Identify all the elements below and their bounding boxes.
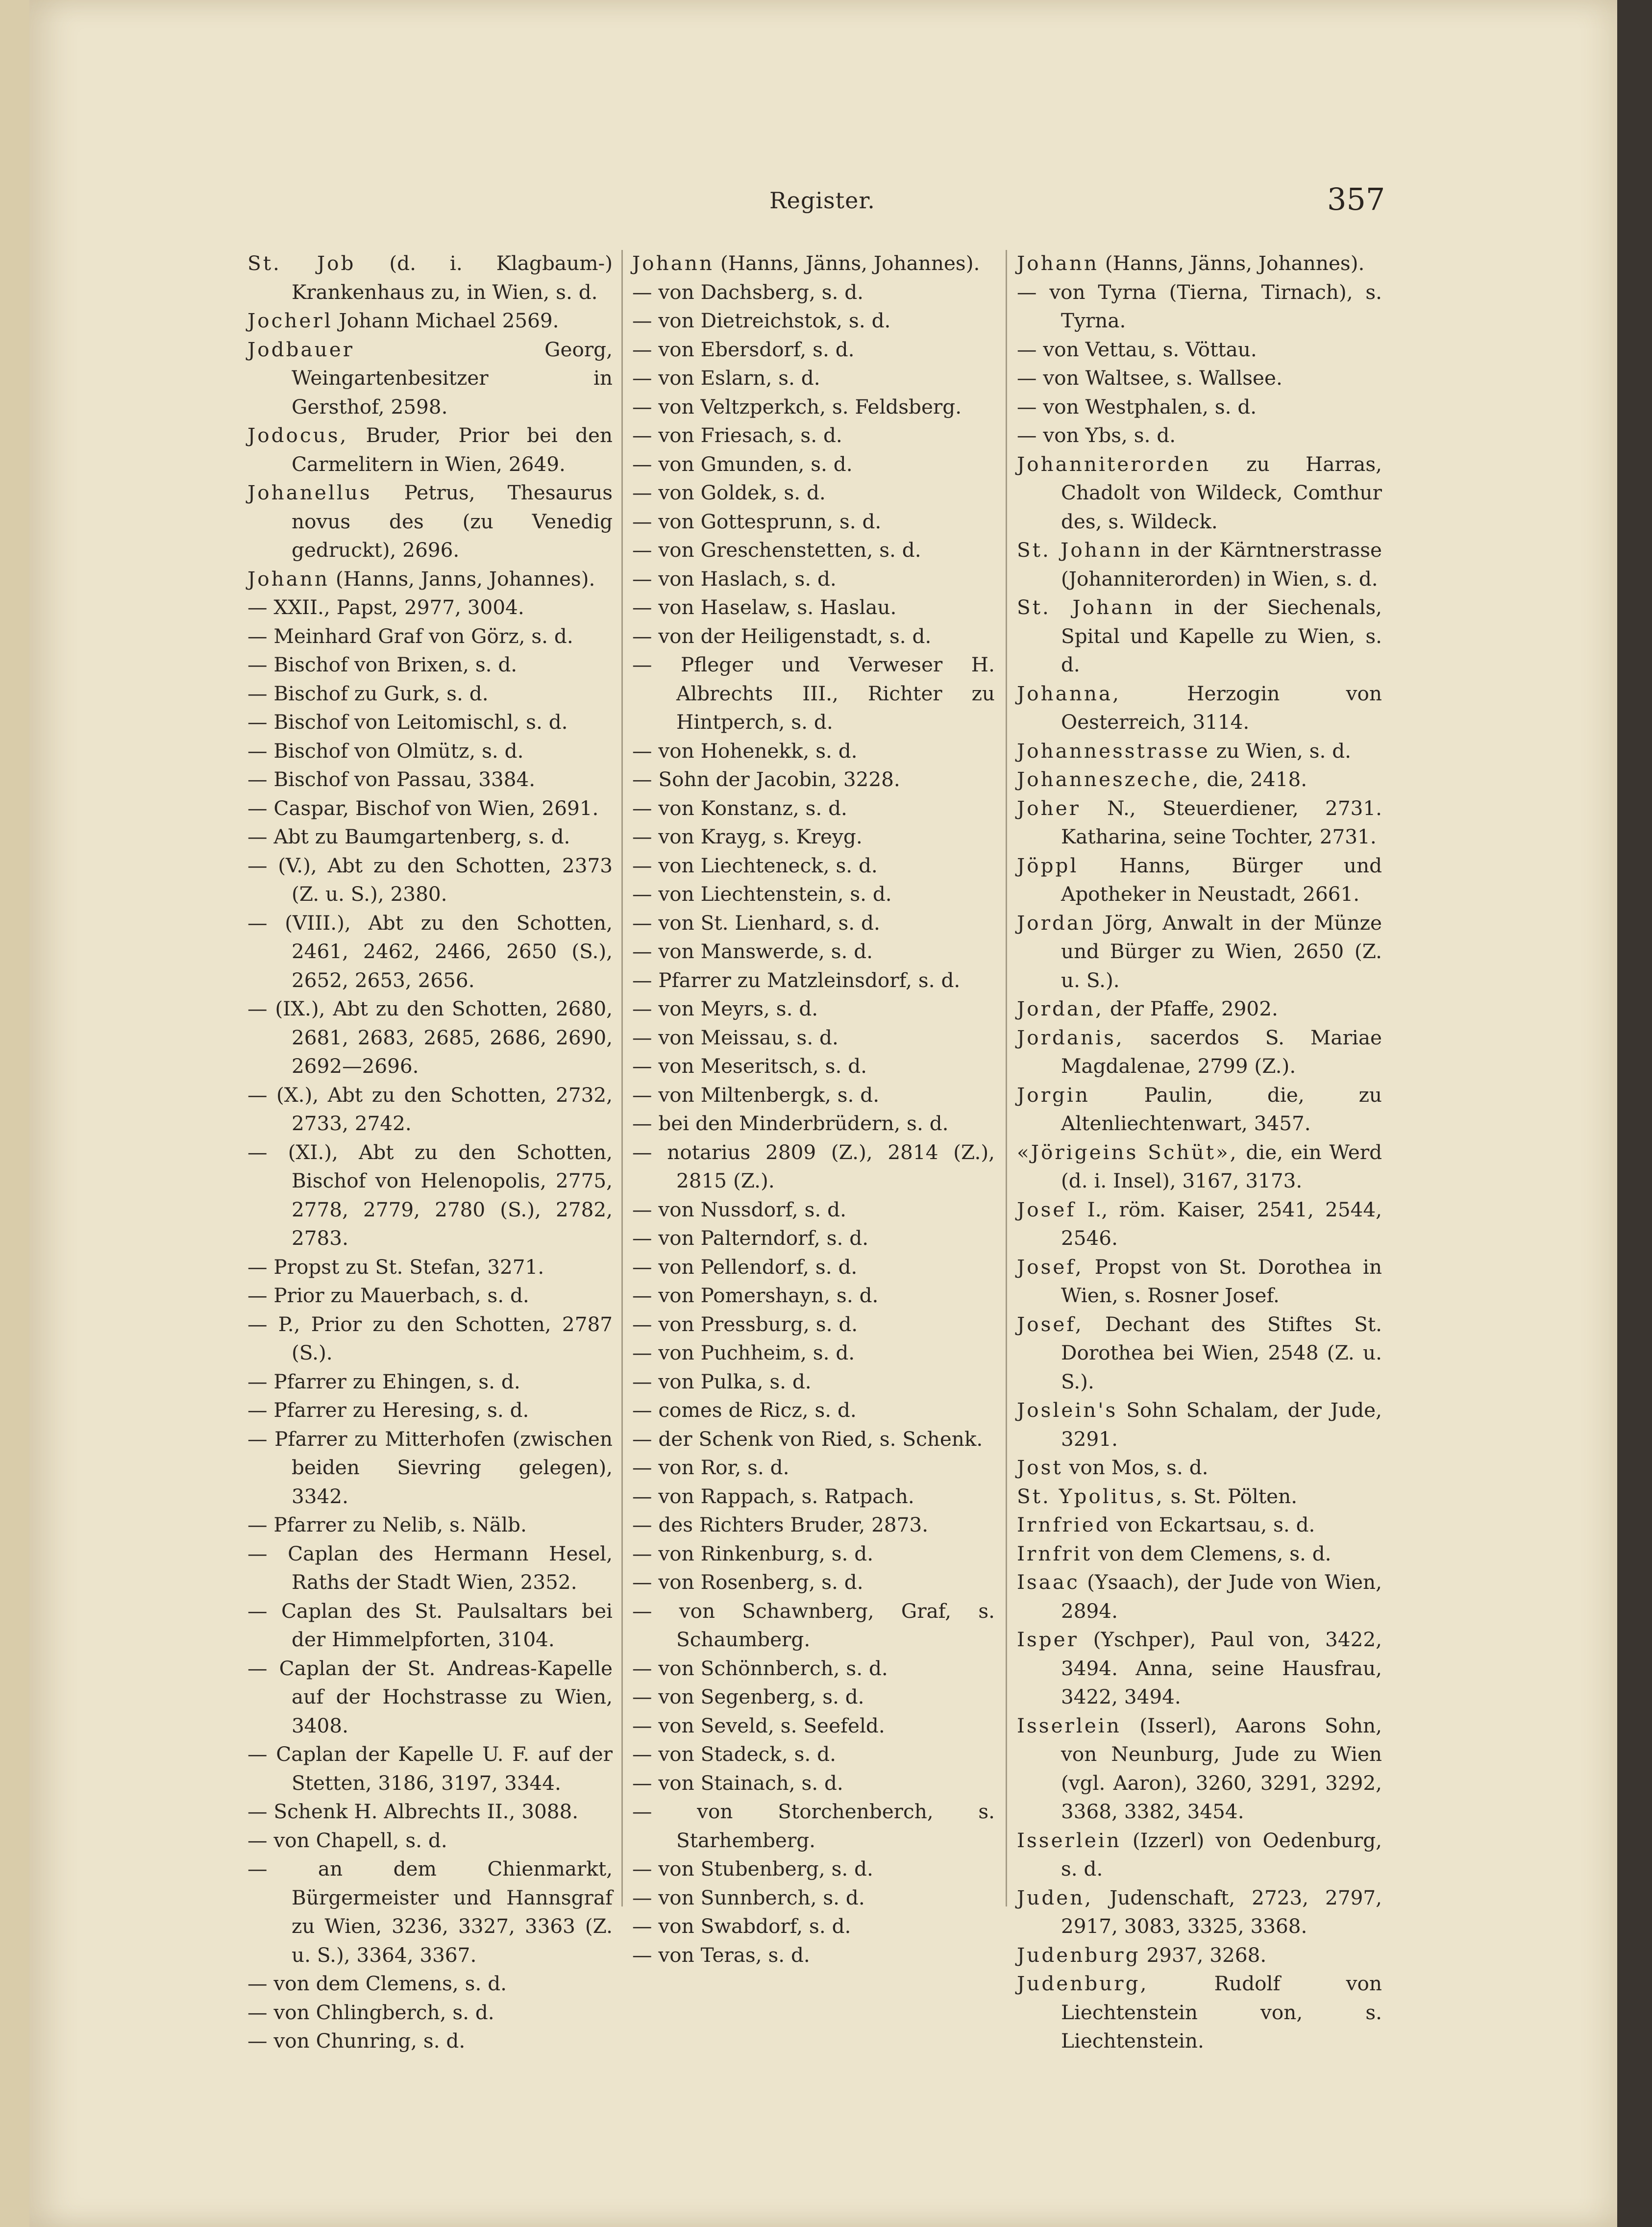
index-entry xyxy=(1017,421,1382,450)
entry-headword: St. Ypolitus, xyxy=(1017,1484,1164,1508)
entry-text: — Caplan der Kapelle U. F. auf der Stetten, 3186, 3197, 3344. xyxy=(247,1742,613,1795)
entry-headword: Irnfried xyxy=(1017,1513,1110,1536)
index-entry xyxy=(632,421,995,450)
index-entry xyxy=(247,650,613,679)
entry-headword: Joslein's xyxy=(1017,1398,1118,1422)
index-entry xyxy=(1017,994,1382,1023)
entry-text: — Bischof von Leitomischl, s. d. xyxy=(247,710,568,734)
index-entry xyxy=(1017,909,1382,995)
entry-text: — von Eslarn, s. d. xyxy=(632,366,820,390)
index-entry xyxy=(1017,364,1382,393)
index-entry xyxy=(1017,1138,1382,1195)
entry-text: Judenschaft, 2723, 2797, 2917, 3083, 3325, 3368. xyxy=(1061,1885,1382,1938)
entry-text: Johann Michael 2569. xyxy=(332,309,559,332)
entry-text: (Ysaach), der Jude von Wien, 2894. xyxy=(1061,1570,1382,1623)
entry-headword: Josef, xyxy=(1017,1255,1084,1279)
index-entry xyxy=(1017,1396,1382,1453)
entry-text: — Caplan der St. Andreas-Kapelle auf der Hochstrasse zu Wien, 3408. xyxy=(247,1656,613,1737)
entry-text: von Eckartsau, s. d. xyxy=(1110,1513,1315,1536)
index-entry xyxy=(632,507,995,536)
index-entry xyxy=(1017,593,1382,679)
entry-text: — Bischof von Brixen, s. d. xyxy=(247,653,518,676)
index-entry xyxy=(1017,1253,1382,1310)
index-entry xyxy=(1017,1482,1382,1511)
entry-headword: Jordan, xyxy=(1017,997,1104,1020)
entry-headword: Johanneszeche, xyxy=(1017,767,1201,791)
entry-text: Petrus, Thesaurus novus des (zu Venedig gedruckt), 2696. xyxy=(292,481,613,562)
entry-headword: Johanniterorden xyxy=(1017,452,1211,476)
entry-text: — Pfarrer zu Matzleinsdorf, s. d. xyxy=(632,968,961,992)
index-entry xyxy=(632,1855,995,1883)
index-entry xyxy=(632,1883,995,1912)
index-entry xyxy=(247,249,613,306)
entry-text: Georg, Weingartenbesitzer in Gersthof, 2598. xyxy=(292,337,613,419)
entry-text: — von Meissau, s. d. xyxy=(632,1025,838,1049)
index-entry xyxy=(1017,1023,1382,1081)
index-entry xyxy=(247,822,613,851)
entry-text: — (IX.), Abt zu den Schotten, 2680, 2681, 2683, 2685, 2686, 2690, 2692—2696. xyxy=(247,997,613,1078)
index-entry xyxy=(1017,536,1382,593)
entry-text: — von Pulka, s. d. xyxy=(632,1369,812,1393)
entry-text: — comes de Ricz, s. d. xyxy=(632,1398,857,1422)
entry-headword: Johann xyxy=(1017,251,1099,275)
index-entry xyxy=(632,994,995,1023)
index-entry xyxy=(632,593,995,622)
index-column-1 xyxy=(247,249,613,2055)
index-entry xyxy=(1017,1826,1382,1883)
index-entry xyxy=(1017,1941,1382,1970)
entry-headword: Jocherl xyxy=(247,309,333,332)
entry-text: (Hanns, Jänns, Johannes). xyxy=(1099,251,1365,275)
entry-headword: Johanellus xyxy=(247,481,372,504)
entry-text: die, 2418. xyxy=(1200,767,1307,791)
entry-headword: Jordanis, xyxy=(1017,1025,1124,1049)
entry-text: — von Greschenstetten, s. d. xyxy=(632,538,921,562)
index-entry xyxy=(247,1797,613,1826)
entry-text: von dem Clemens, s. d. xyxy=(1092,1541,1331,1565)
index-entry xyxy=(247,994,613,1081)
index-entry xyxy=(247,909,613,995)
index-entry xyxy=(247,708,613,737)
entry-headword: Isper xyxy=(1017,1628,1079,1651)
index-entry xyxy=(632,1195,995,1224)
entry-text: — Sohn der Jacobin, 3228. xyxy=(632,767,900,791)
index-entry xyxy=(632,1338,995,1367)
index-entry xyxy=(632,1597,995,1654)
index-entry xyxy=(632,1367,995,1396)
column-divider xyxy=(621,250,623,1906)
index-entry xyxy=(1017,450,1382,536)
entry-text: (Isserl), Aarons Sohn, von Neunburg, Jude zu Wien (vgl. Aaron), 3260, 3291, 3292, 3368, 3382, 3454. xyxy=(1061,1713,1382,1823)
entry-text: — von Ebersdorf, s. d. xyxy=(632,337,855,361)
index-entry xyxy=(632,1740,995,1769)
page-header xyxy=(0,181,1652,231)
entry-text: — Caplan des Hermann Hesel, Raths der Stadt Wien, 2352. xyxy=(247,1541,613,1594)
index-entry xyxy=(632,1683,995,1711)
entry-text: — von Stainach, s. d. xyxy=(632,1771,843,1795)
entry-text: die, ein Werd (d. i. Insel), 3167, 3173. xyxy=(1061,1140,1382,1192)
index-entry xyxy=(632,1081,995,1110)
index-entry xyxy=(247,765,613,794)
entry-text: — von Stadeck, s. d. xyxy=(632,1742,836,1766)
entry-text: — von Konstanz, s. d. xyxy=(632,796,847,820)
index-entry xyxy=(632,1510,995,1539)
entry-text: — von Chlingberch, s. d. xyxy=(247,2000,494,2024)
index-entry xyxy=(1017,1310,1382,1396)
entry-text: — Pfarrer zu Nelib, s. Nälb. xyxy=(247,1513,527,1536)
index-entry xyxy=(632,765,995,794)
index-entry xyxy=(1017,1510,1382,1539)
entry-text: zu Wien, s. d. xyxy=(1209,739,1352,763)
index-entry xyxy=(1017,1883,1382,1941)
entry-text: — von Schawnberg, Graf, s. Schaumberg. xyxy=(632,1599,995,1651)
entry-text: I., röm. Kaiser, 2541, 2544, 2546. xyxy=(1061,1197,1382,1250)
index-entry xyxy=(632,306,995,335)
index-entry xyxy=(1017,1539,1382,1568)
entry-text: s. St. Pölten. xyxy=(1164,1484,1298,1508)
entry-text: — von Ror, s. d. xyxy=(632,1456,789,1479)
index-entry xyxy=(247,1855,613,1969)
entry-text: — von Ybs, s. d. xyxy=(1017,423,1176,447)
entry-text: — von Tyrna (Tierna, Tirnach), s. Tyrna. xyxy=(1017,280,1382,332)
entry-text: der Pfaffe, 2902. xyxy=(1104,997,1278,1020)
index-entry xyxy=(247,1310,613,1367)
index-entry xyxy=(632,1138,995,1195)
entry-text: in der Siechenals, Spital und Kapelle zu Wien, s. d. xyxy=(1061,595,1382,676)
entry-text: — von Rappach, s. Ratpach. xyxy=(632,1484,914,1508)
entry-text: — von Liechteneck, s. d. xyxy=(632,853,878,877)
entry-text: — von Seveld, s. Seefeld. xyxy=(632,1713,885,1737)
entry-headword: Jöppl xyxy=(1017,853,1079,877)
entry-text: — von Palterndorf, s. d. xyxy=(632,1226,869,1250)
index-entry xyxy=(632,880,995,909)
index-entry xyxy=(247,1826,613,1855)
index-entry xyxy=(632,565,995,594)
index-entry xyxy=(632,650,995,737)
index-entry xyxy=(632,909,995,938)
entry-text: — von Manswerde, s. d. xyxy=(632,940,873,963)
entry-headword: St. Job xyxy=(247,251,356,275)
entry-text: — von Goldek, s. d. xyxy=(632,481,826,504)
entry-text: — Pfarrer zu Ehingen, s. d. xyxy=(247,1369,520,1393)
index-entry xyxy=(1017,1081,1382,1138)
index-entry xyxy=(1017,794,1382,851)
entry-text: (Hanns, Jänns, Johannes). xyxy=(714,251,980,275)
entry-text: — von Storchenberch, s. Starhemberg. xyxy=(632,1800,995,1852)
entry-text: — von St. Lienhard, s. d. xyxy=(632,911,880,935)
entry-text: — Pfarrer zu Mitterhofen (zwischen beiden Sievring gelegen), 3342. xyxy=(247,1427,613,1508)
entry-text: in der Kärntnerstrasse (Johanniterorden) in Wien, s. d. xyxy=(1061,538,1382,591)
index-entry xyxy=(632,1539,995,1568)
index-entry xyxy=(632,335,995,364)
index-entry xyxy=(1017,335,1382,364)
entry-headword: Josef, xyxy=(1017,1312,1084,1336)
entry-text: — bei den Minderbrüdern, s. d. xyxy=(632,1112,949,1135)
index-column-3 xyxy=(1017,249,1382,2055)
index-entry xyxy=(632,1711,995,1740)
entry-text: zu Harras, Chadolt von Wildeck, Comthur des, s. Wildeck. xyxy=(1061,452,1382,533)
running-head: Register. xyxy=(769,187,875,214)
entry-text: — Bischof von Olmütz, s. d. xyxy=(247,739,524,763)
entry-text: — von Dachsberg, s. d. xyxy=(632,280,864,304)
entry-text: Jörg, Anwalt in der Münze und Bürger zu Wien, 2650 (Z. u. S.). xyxy=(1061,911,1382,992)
index-column-2 xyxy=(632,249,995,1969)
index-entry xyxy=(632,1023,995,1052)
entry-text: — von Pellendorf, s. d. xyxy=(632,1255,858,1279)
entry-text: — Pfleger und Verweser H. Albrechts III., Richter zu Hintperch, s. d. xyxy=(632,653,995,734)
entry-text: — von Meyrs, s. d. xyxy=(632,997,818,1020)
index-entry xyxy=(632,1109,995,1138)
entry-text: 2937, 3268. xyxy=(1140,1943,1267,1967)
index-entry xyxy=(1017,1568,1382,1625)
entry-text: — von Westphalen, s. d. xyxy=(1017,395,1257,419)
page-number: 357 xyxy=(1327,181,1385,217)
index-entry xyxy=(632,737,995,766)
index-entry xyxy=(632,1568,995,1597)
entry-text: — von Sunnberch, s. d. xyxy=(632,1885,865,1909)
entry-text: — von Haselaw, s. Haslau. xyxy=(632,595,897,619)
entry-headword: Juden, xyxy=(1017,1885,1093,1909)
entry-headword: St. Johann xyxy=(1017,538,1143,562)
entry-text: — von Haslach, s. d. xyxy=(632,567,837,591)
entry-text: Dechant des Stiftes St. Dorothea bei Wien, 2548 (Z. u. S.). xyxy=(1061,1312,1382,1393)
entry-text: — Schenk H. Albrechts II., 3088. xyxy=(247,1800,579,1823)
page-edge-left xyxy=(0,0,29,2227)
index-entry xyxy=(632,1052,995,1081)
entry-text: — von Gottesprunn, s. d. xyxy=(632,509,882,533)
index-entry xyxy=(247,478,613,565)
entry-text: N., Steuerdiener, 2731. Katharina, seine Tochter, 2731. xyxy=(1061,796,1382,848)
index-entry xyxy=(632,1224,995,1253)
page-edge-right xyxy=(1617,0,1652,2227)
entry-text: — Caspar, Bischof von Wien, 2691. xyxy=(247,796,599,820)
index-entry xyxy=(247,1281,613,1310)
entry-headword: Johanna, xyxy=(1017,681,1121,705)
entry-text: — von Meseritsch, s. d. xyxy=(632,1054,867,1078)
entry-headword: Johann xyxy=(632,251,715,275)
index-entry xyxy=(247,1396,613,1425)
entry-text: (Hanns, Janns, Johannes). xyxy=(329,567,595,591)
entry-text: — Caplan des St. Paulsaltars bei der Himmelpforten, 3104. xyxy=(247,1599,613,1651)
index-entry xyxy=(1017,851,1382,909)
entry-headword: Judenburg xyxy=(1017,1943,1140,1967)
index-entry xyxy=(632,1253,995,1282)
entry-headword: Isserlein xyxy=(1017,1828,1121,1852)
entry-text: — (XI.), Abt zu den Schotten, Bischof von Helenopolis, 2775, 2778, 2779, 2780 (S.), 2782, 2783. xyxy=(247,1140,613,1250)
index-entry xyxy=(632,794,995,823)
index-entry xyxy=(632,1654,995,1683)
index-entry xyxy=(632,536,995,565)
entry-headword: «Jörigeins Schüt», xyxy=(1017,1140,1238,1164)
entry-text: Sohn Schalam, der Jude, 3291. xyxy=(1061,1398,1382,1451)
entry-text: — von Chunring, s. d. xyxy=(247,2029,466,2053)
index-entry xyxy=(632,1453,995,1482)
entry-headword: Johann xyxy=(247,567,330,591)
entry-text: von Mos, s. d. xyxy=(1062,1456,1208,1479)
index-entry xyxy=(247,1969,613,1998)
index-entry xyxy=(247,1654,613,1740)
index-entry xyxy=(1017,1711,1382,1826)
entry-text: — von dem Clemens, s. d. xyxy=(247,1972,507,1995)
entry-text: — von Waltsee, s. Wallsee. xyxy=(1017,366,1282,390)
index-entry xyxy=(247,1081,613,1138)
entry-text: — XXII., Papst, 2977, 3004. xyxy=(247,595,524,619)
index-entry xyxy=(632,1797,995,1855)
index-entry xyxy=(1017,393,1382,421)
index-entry xyxy=(632,249,995,278)
entry-text: Propst von St. Dorothea in Wien, s. Rosner Josef. xyxy=(1061,1255,1382,1307)
index-entry xyxy=(632,1769,995,1798)
index-entry xyxy=(632,966,995,995)
index-entry xyxy=(1017,1195,1382,1253)
entry-text: (d. i. Klagbaum-) Krankenhaus zu, in Wien, s. d. xyxy=(292,251,613,304)
index-entry xyxy=(632,1396,995,1425)
entry-text: — von Krayg, s. Kreyg. xyxy=(632,825,863,848)
index-entry xyxy=(1017,1969,1382,2055)
index-entry xyxy=(247,737,613,766)
entry-headword: Joher xyxy=(1017,796,1081,820)
index-entry xyxy=(247,851,613,909)
entry-headword: Josef xyxy=(1017,1197,1076,1221)
entry-headword: Isserlein xyxy=(1017,1713,1121,1737)
entry-text: — von Pomershayn, s. d. xyxy=(632,1284,879,1307)
entry-text: Herzogin von Oesterreich, 3114. xyxy=(1061,681,1382,734)
entry-text: sacerdos S. Mariae Magdalenae, 2799 (Z.). xyxy=(1061,1025,1382,1078)
entry-text: — von Rinkenburg, s. d. xyxy=(632,1541,874,1565)
entry-text: — von Liechtenstein, s. d. xyxy=(632,882,892,906)
column-divider xyxy=(1006,250,1007,1906)
entry-text: — Abt zu Baumgartenberg, s. d. xyxy=(247,825,570,848)
index-entry xyxy=(632,393,995,421)
index-entry xyxy=(632,478,995,507)
index-entry xyxy=(632,1310,995,1339)
entry-text: — (X.), Abt zu den Schotten, 2732, 2733, 2742. xyxy=(247,1083,613,1135)
index-entry xyxy=(247,1253,613,1282)
index-entry xyxy=(247,306,613,335)
entry-text: — von Gmunden, s. d. xyxy=(632,452,853,476)
entry-headword: Irnfrit xyxy=(1017,1541,1092,1565)
entry-text: — von Stubenberg, s. d. xyxy=(632,1857,873,1881)
entry-text: — von Miltenbergk, s. d. xyxy=(632,1083,880,1107)
index-entry xyxy=(1017,249,1382,278)
index-entry xyxy=(247,1367,613,1396)
entry-text: — (V.), Abt zu den Schotten, 2373 (Z. u. S.), 2380. xyxy=(247,853,613,906)
entry-text: — von Pressburg, s. d. xyxy=(632,1312,858,1336)
entry-headword: Jodocus, xyxy=(247,423,348,447)
index-entry xyxy=(247,1425,613,1511)
index-entry xyxy=(1017,1453,1382,1482)
index-entry xyxy=(247,2027,613,2055)
entry-text: (Yschper), Paul von, 3422, 3494. Anna, seine Hausfrau, 3422, 3494. xyxy=(1061,1628,1382,1708)
entry-text: — von Rosenberg, s. d. xyxy=(632,1570,863,1594)
entry-text: Hanns, Bürger und Apotheker in Neustadt, 2661. xyxy=(1061,853,1382,906)
entry-text: — Meinhard Graf von Görz, s. d. xyxy=(247,624,573,648)
index-entry xyxy=(632,1941,995,1970)
index-entry xyxy=(247,593,613,622)
index-entry xyxy=(632,1281,995,1310)
index-entry xyxy=(1017,737,1382,766)
index-entry xyxy=(1017,679,1382,737)
index-entry xyxy=(1017,765,1382,794)
entry-text: — von Vettau, s. Vöttau. xyxy=(1017,337,1257,361)
index-entry xyxy=(632,622,995,651)
index-entry xyxy=(632,851,995,880)
index-entry xyxy=(247,1998,613,2027)
entry-text: — Bischof von Passau, 3384. xyxy=(247,767,536,791)
entry-text: — von Segenberg, s. d. xyxy=(632,1685,864,1708)
entry-text: — von Dietreichstok, s. d. xyxy=(632,309,891,332)
entry-text: — von Teras, s. d. xyxy=(632,1943,810,1967)
index-entry xyxy=(1017,278,1382,335)
index-entry xyxy=(247,1539,613,1597)
index-entry xyxy=(247,794,613,823)
index-entry xyxy=(1017,1625,1382,1711)
entry-text: — der Schenk von Ried, s. Schenk. xyxy=(632,1427,983,1451)
index-entry xyxy=(632,278,995,307)
entry-headword: Judenburg, xyxy=(1017,1972,1149,1995)
entry-text: — von Swabdorf, s. d. xyxy=(632,1914,851,1938)
entry-headword: Johannesstrasse xyxy=(1017,739,1210,763)
index-entry xyxy=(247,1510,613,1539)
index-entry xyxy=(632,364,995,393)
entry-text: — Prior zu Mauerbach, s. d. xyxy=(247,1284,529,1307)
index-entry xyxy=(247,1740,613,1797)
index-entry xyxy=(632,1425,995,1454)
entry-headword: Isaac xyxy=(1017,1570,1080,1594)
index-entry xyxy=(632,937,995,966)
index-entry xyxy=(632,1912,995,1941)
entry-text: — notarius 2809 (Z.), 2814 (Z.), 2815 (Z.). xyxy=(632,1140,995,1192)
entry-text: Paulin, die, zu Altenliechtenwart, 3457. xyxy=(1061,1083,1382,1135)
index-entry xyxy=(632,450,995,479)
index-entry xyxy=(247,1597,613,1654)
index-entry xyxy=(247,679,613,708)
index-entry xyxy=(247,335,613,421)
entry-text: — Bischof zu Gurk, s. d. xyxy=(247,681,489,705)
entry-headword: Jordan xyxy=(1017,911,1096,935)
entry-text: — von Nussdorf, s. d. xyxy=(632,1197,846,1221)
entry-text: Bruder, Prior bei den Carmelitern in Wien, 2649. xyxy=(292,423,613,476)
index-entry xyxy=(247,421,613,478)
entry-text: — von Schönnberch, s. d. xyxy=(632,1656,888,1680)
index-entry xyxy=(247,622,613,651)
entry-text: Rudolf von Liechtenstein von, s. Liechtenstein. xyxy=(1061,1972,1382,2053)
entry-text: (Izzerl) von Oedenburg, s. d. xyxy=(1061,1828,1382,1881)
entry-text: — von Friesach, s. d. xyxy=(632,423,842,447)
index-entry xyxy=(247,565,613,594)
entry-text: — von der Heiligenstadt, s. d. xyxy=(632,624,932,648)
entry-text: — von Chapell, s. d. xyxy=(247,1828,447,1852)
entry-text: — Propst zu St. Stefan, 3271. xyxy=(247,1255,544,1279)
entry-headword: Jost xyxy=(1017,1456,1063,1479)
entry-text: — (VIII.), Abt zu den Schotten, 2461, 2462, 2466, 2650 (S.), 2652, 2653, 2656. xyxy=(247,911,613,992)
entry-headword: Jorgin xyxy=(1017,1083,1090,1107)
entry-headword: Jodbauer xyxy=(247,337,355,361)
entry-text: — an dem Chienmarkt, Bürgermeister und Hannsgraf zu Wien, 3236, 3327, 3363 (Z. u. S.), 3364, 3367. xyxy=(247,1857,613,1967)
entry-headword: St. Johann xyxy=(1017,595,1155,619)
index-entry xyxy=(632,1482,995,1511)
index-entry xyxy=(632,822,995,851)
entry-text: — von Veltzperkch, s. Feldsberg. xyxy=(632,395,962,419)
entry-text: — von Hohenekk, s. d. xyxy=(632,739,858,763)
entry-text: — Pfarrer zu Heresing, s. d. xyxy=(247,1398,529,1422)
index-entry xyxy=(247,1138,613,1253)
entry-text: — P., Prior zu den Schotten, 2787 (S.). xyxy=(247,1312,613,1364)
entry-text: — von Puchheim, s. d. xyxy=(632,1341,855,1364)
entry-text: — des Richters Bruder, 2873. xyxy=(632,1513,929,1536)
